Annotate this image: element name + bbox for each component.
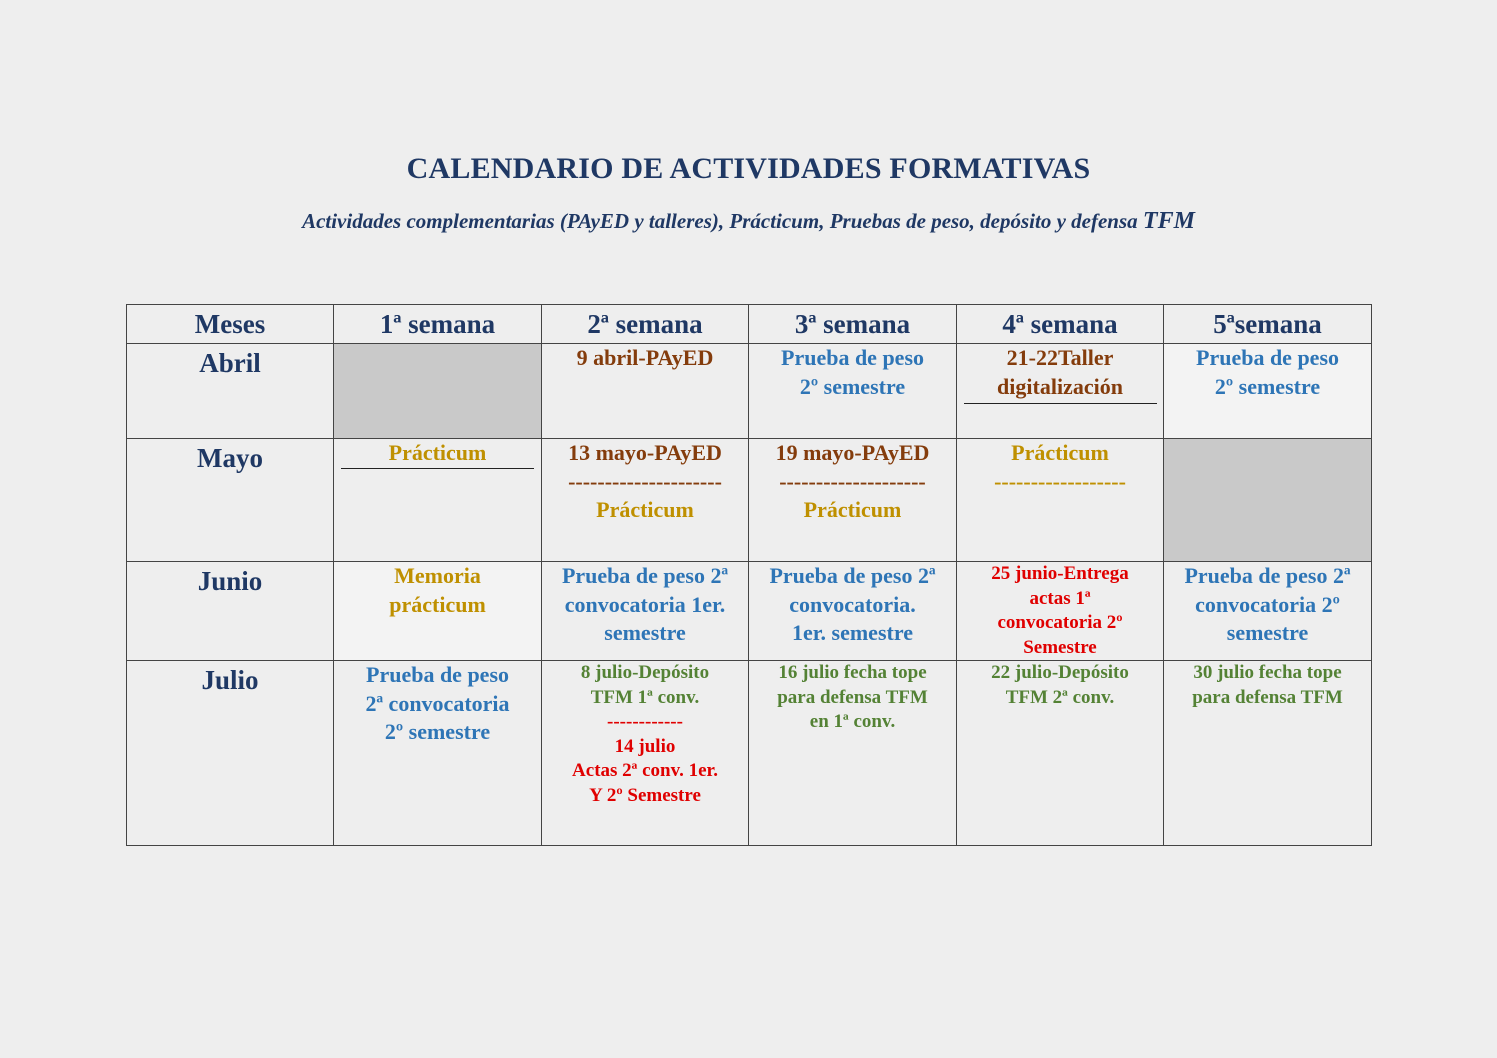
table-header-row (127, 305, 1372, 344)
cell-line: para defensa TFM (777, 686, 928, 708)
header-months: Meses (127, 305, 334, 344)
cell-line: digitalización (997, 373, 1123, 399)
cell-line: Actas 2ª conv. 1er. (572, 760, 718, 781)
cell-line: Prueba de peso (1196, 345, 1339, 370)
cell-line: convocatoria 2º (997, 612, 1123, 633)
divider-line (964, 403, 1157, 404)
cell-line: Prueba de peso 2ª (769, 563, 936, 588)
cell-line: Semestre (1023, 636, 1097, 658)
cell-line: semestre (1226, 620, 1309, 645)
cell-line: prácticum (389, 591, 486, 617)
cell-line: -------------------- (779, 468, 926, 494)
cell-julio-week-4 (957, 661, 1164, 846)
cell-mayo-week-4 (957, 439, 1164, 562)
cell-abril-week-3 (749, 344, 957, 439)
table-row (127, 562, 1372, 661)
cell-line: 2º semestre (799, 373, 906, 399)
cell-line: 1er. semestre (792, 620, 913, 645)
cell-line: 2º semestre (1214, 373, 1321, 399)
cell-line: Y 2º Semestre (589, 784, 701, 806)
table-row (127, 344, 1372, 439)
cell-line: Prácticum (341, 439, 534, 469)
cell-line: 9 abril-PAyED (576, 345, 714, 370)
cell-line: convocatoria 1er. (564, 591, 726, 617)
cell-abril-week-4 (957, 344, 1164, 439)
cell-line: convocatoria. (789, 591, 916, 617)
cell-junio-week-5 (1164, 562, 1372, 661)
cell-julio-week-1 (334, 661, 542, 846)
cell-line: 21-22Taller (1006, 345, 1114, 370)
cell-mayo-week-1 (334, 439, 542, 562)
cell-line: 30 julio fecha tope (1193, 662, 1342, 683)
table-row (127, 439, 1372, 562)
cell-line: convocatoria 2º (1195, 591, 1340, 617)
cell-junio-week-4 (957, 562, 1164, 661)
activities-calendar-table (126, 304, 1372, 846)
cell-line: 13 mayo-PAyED (568, 440, 722, 465)
cell-line: ------------------ (994, 468, 1126, 494)
page-subtitle (0, 208, 1497, 235)
cell-julio-week-2 (542, 661, 749, 846)
table-row (127, 661, 1372, 846)
cell-line: en 1ª conv. (809, 711, 896, 732)
cell-line: Prácticum (596, 497, 694, 522)
cell-line: Prácticum (1011, 440, 1109, 465)
subtitle-text: Actividades complementarias (PAyED y talleres), Prácticum, Pruebas de peso, depósito y defensa (302, 209, 1138, 233)
month-julio: Julio (127, 661, 334, 846)
cell-line: TFM 2ª conv. (1005, 686, 1115, 708)
header-week-2: 2ª semana (542, 305, 749, 344)
cell-abril-week-5 (1164, 344, 1372, 439)
month-abril: Abril (127, 344, 334, 439)
cell-abril-week-1 (334, 344, 542, 439)
cell-mayo-week-2 (542, 439, 749, 562)
cell-line: 14 julio (614, 735, 676, 757)
cell-line: para defensa TFM (1192, 686, 1343, 708)
cell-mayo-week-3 (749, 439, 957, 562)
cell-line: 22 julio-Depósito (991, 662, 1129, 683)
cell-mayo-week-5 (1164, 439, 1372, 562)
cell-line: Prácticum (803, 497, 902, 522)
subtitle-tfm: TFM (1142, 208, 1195, 234)
cell-junio-week-2 (542, 562, 749, 661)
header-week-5: 5ªsemana (1164, 305, 1372, 344)
header-week-4: 4ª semana (957, 305, 1164, 344)
cell-line: ------------ (607, 711, 683, 732)
cell-line: 2ª convocatoria (365, 690, 510, 716)
cell-junio-week-1 (334, 562, 542, 661)
month-mayo: Mayo (127, 439, 334, 562)
cell-line: Prueba de peso (781, 345, 924, 370)
cell-line: 2º semestre (384, 719, 491, 744)
cell-line: 8 julio-Depósito (580, 662, 710, 683)
cell-line: 19 mayo-PAyED (775, 440, 930, 465)
cell-julio-week-3 (749, 661, 957, 846)
cell-line: 16 julio fecha tope (778, 662, 927, 683)
header-week-1: 1ª semana (334, 305, 542, 344)
cell-line: actas 1ª (1029, 587, 1091, 609)
cell-line: Prueba de peso 2ª (561, 563, 729, 588)
cell-line: Prueba de peso (366, 662, 509, 687)
cell-line: semestre (604, 620, 686, 645)
cell-abril-week-2 (542, 344, 749, 439)
cell-julio-week-5 (1164, 661, 1372, 846)
cell-line: Memoria (394, 563, 481, 588)
cell-line: TFM 1ª conv. (590, 686, 700, 708)
month-junio: Junio (127, 562, 334, 661)
cell-line: 25 junio-Entrega (991, 563, 1129, 584)
cell-line: --------------------- (568, 468, 722, 494)
page-title: CALENDARIO DE ACTIVIDADES FORMATIVAS (406, 152, 1091, 185)
header-week-3: 3ª semana (749, 305, 957, 344)
cell-line: Prueba de peso 2ª (1184, 563, 1351, 588)
cell-junio-week-3 (749, 562, 957, 661)
